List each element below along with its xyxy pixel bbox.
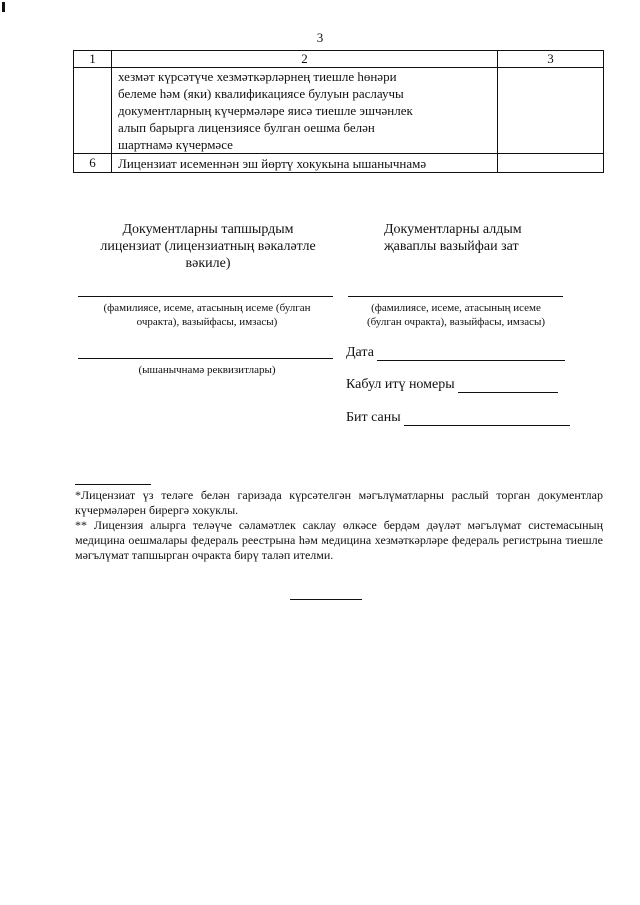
table-row-6 bbox=[74, 154, 604, 173]
continued-text-line: документларның күчермәләре яисә тиешле эшчәнлек bbox=[118, 103, 413, 118]
continued-text-line: хезмәт күрсәтүче хезмәткәрләрнең тиешле һөнәри bbox=[118, 69, 397, 84]
footnote-rule bbox=[75, 484, 151, 485]
pages-underline bbox=[404, 412, 570, 426]
continued-text-line: алып барырга лицензиясе булган оешма белән bbox=[118, 120, 375, 135]
table-cell-text: Лицензиат исеменнән эш йөртү хокукына ышанычнамә bbox=[112, 154, 498, 173]
table-cell-continued-text bbox=[112, 68, 498, 154]
accept-number-underline bbox=[458, 379, 558, 393]
continued-text-line: белеме һәм (яки) квалификациясе булуын раслаучы bbox=[118, 86, 404, 101]
receiver-title-line: җаваплы вазыйфаи зат bbox=[384, 239, 519, 254]
table-row-continued bbox=[74, 68, 604, 154]
accept-number-field bbox=[346, 377, 558, 393]
table-header-cell-1: 1 bbox=[74, 51, 112, 68]
submitter-title-line: лицензиат (лицензиатның вәкаләтле bbox=[100, 239, 316, 254]
table-cell-number: 6 bbox=[74, 154, 112, 173]
end-rule bbox=[290, 599, 362, 600]
submitter-signature-caption bbox=[76, 301, 338, 329]
table-header-cell-2: 2 bbox=[112, 51, 498, 68]
date-field bbox=[346, 345, 565, 361]
footnotes bbox=[75, 488, 603, 563]
requisites-line bbox=[78, 358, 333, 359]
table-cell-number-empty bbox=[74, 68, 112, 154]
pages-field bbox=[346, 410, 570, 426]
receiver-signature-line bbox=[348, 296, 563, 297]
submitter-title bbox=[76, 221, 340, 272]
footnote-2: ** Лицензия алырга теләүче сәламәтлек саклау өлкәсе бердәм дәүләт мәгълүмат системасының медицина оешмалары федераль реестрына һәм медицина хезмәткәрләре федераль регистрына тиешле мәгълүмат тапшырган очракта бирү таләп ителми. bbox=[75, 518, 603, 562]
date-underline bbox=[377, 347, 565, 361]
documents-table bbox=[73, 50, 604, 173]
footnote-1: *Лицензиат үз теләге белән гаризада күрсәтелгән мәгълүматларны раслый торган документлар күчермәләрен бирергә хокуклы. bbox=[75, 488, 603, 517]
accept-number-label: Кабул итү номеры bbox=[346, 377, 455, 392]
caption-line: (булган очракта), вазыйфасы, имзасы) bbox=[366, 316, 546, 328]
table-header-row bbox=[74, 51, 604, 68]
requisites-caption: (ышанычнамә реквизитлары) bbox=[138, 364, 276, 376]
caption-line: (фамилиясе, исеме, атасының исеме (булган bbox=[103, 302, 311, 314]
submitter-signature-line bbox=[78, 296, 333, 297]
date-label: Дата bbox=[346, 345, 374, 360]
continued-text-line: шартнамә күчермәсе bbox=[118, 137, 233, 152]
receiver-title bbox=[346, 221, 584, 255]
pages-label: Бит саны bbox=[346, 410, 401, 425]
receiver-title-line: Документларны алдым bbox=[384, 222, 522, 237]
receiver-signature-caption bbox=[342, 301, 570, 329]
table-header-cell-3: 3 bbox=[498, 51, 604, 68]
caption-line: очракта), вазыйфасы, имзасы) bbox=[136, 316, 278, 328]
table-cell-note-empty bbox=[498, 154, 604, 173]
submitter-title-line: Документларны тапшырдым bbox=[122, 222, 294, 237]
submitter-title-line: вәкиле) bbox=[185, 256, 231, 271]
scan-corner-mark bbox=[2, 2, 5, 12]
table-cell-note-empty bbox=[498, 68, 604, 154]
caption-line: (фамилиясе, исеме, атасының исеме bbox=[371, 302, 541, 314]
page-number: 3 bbox=[316, 30, 324, 45]
